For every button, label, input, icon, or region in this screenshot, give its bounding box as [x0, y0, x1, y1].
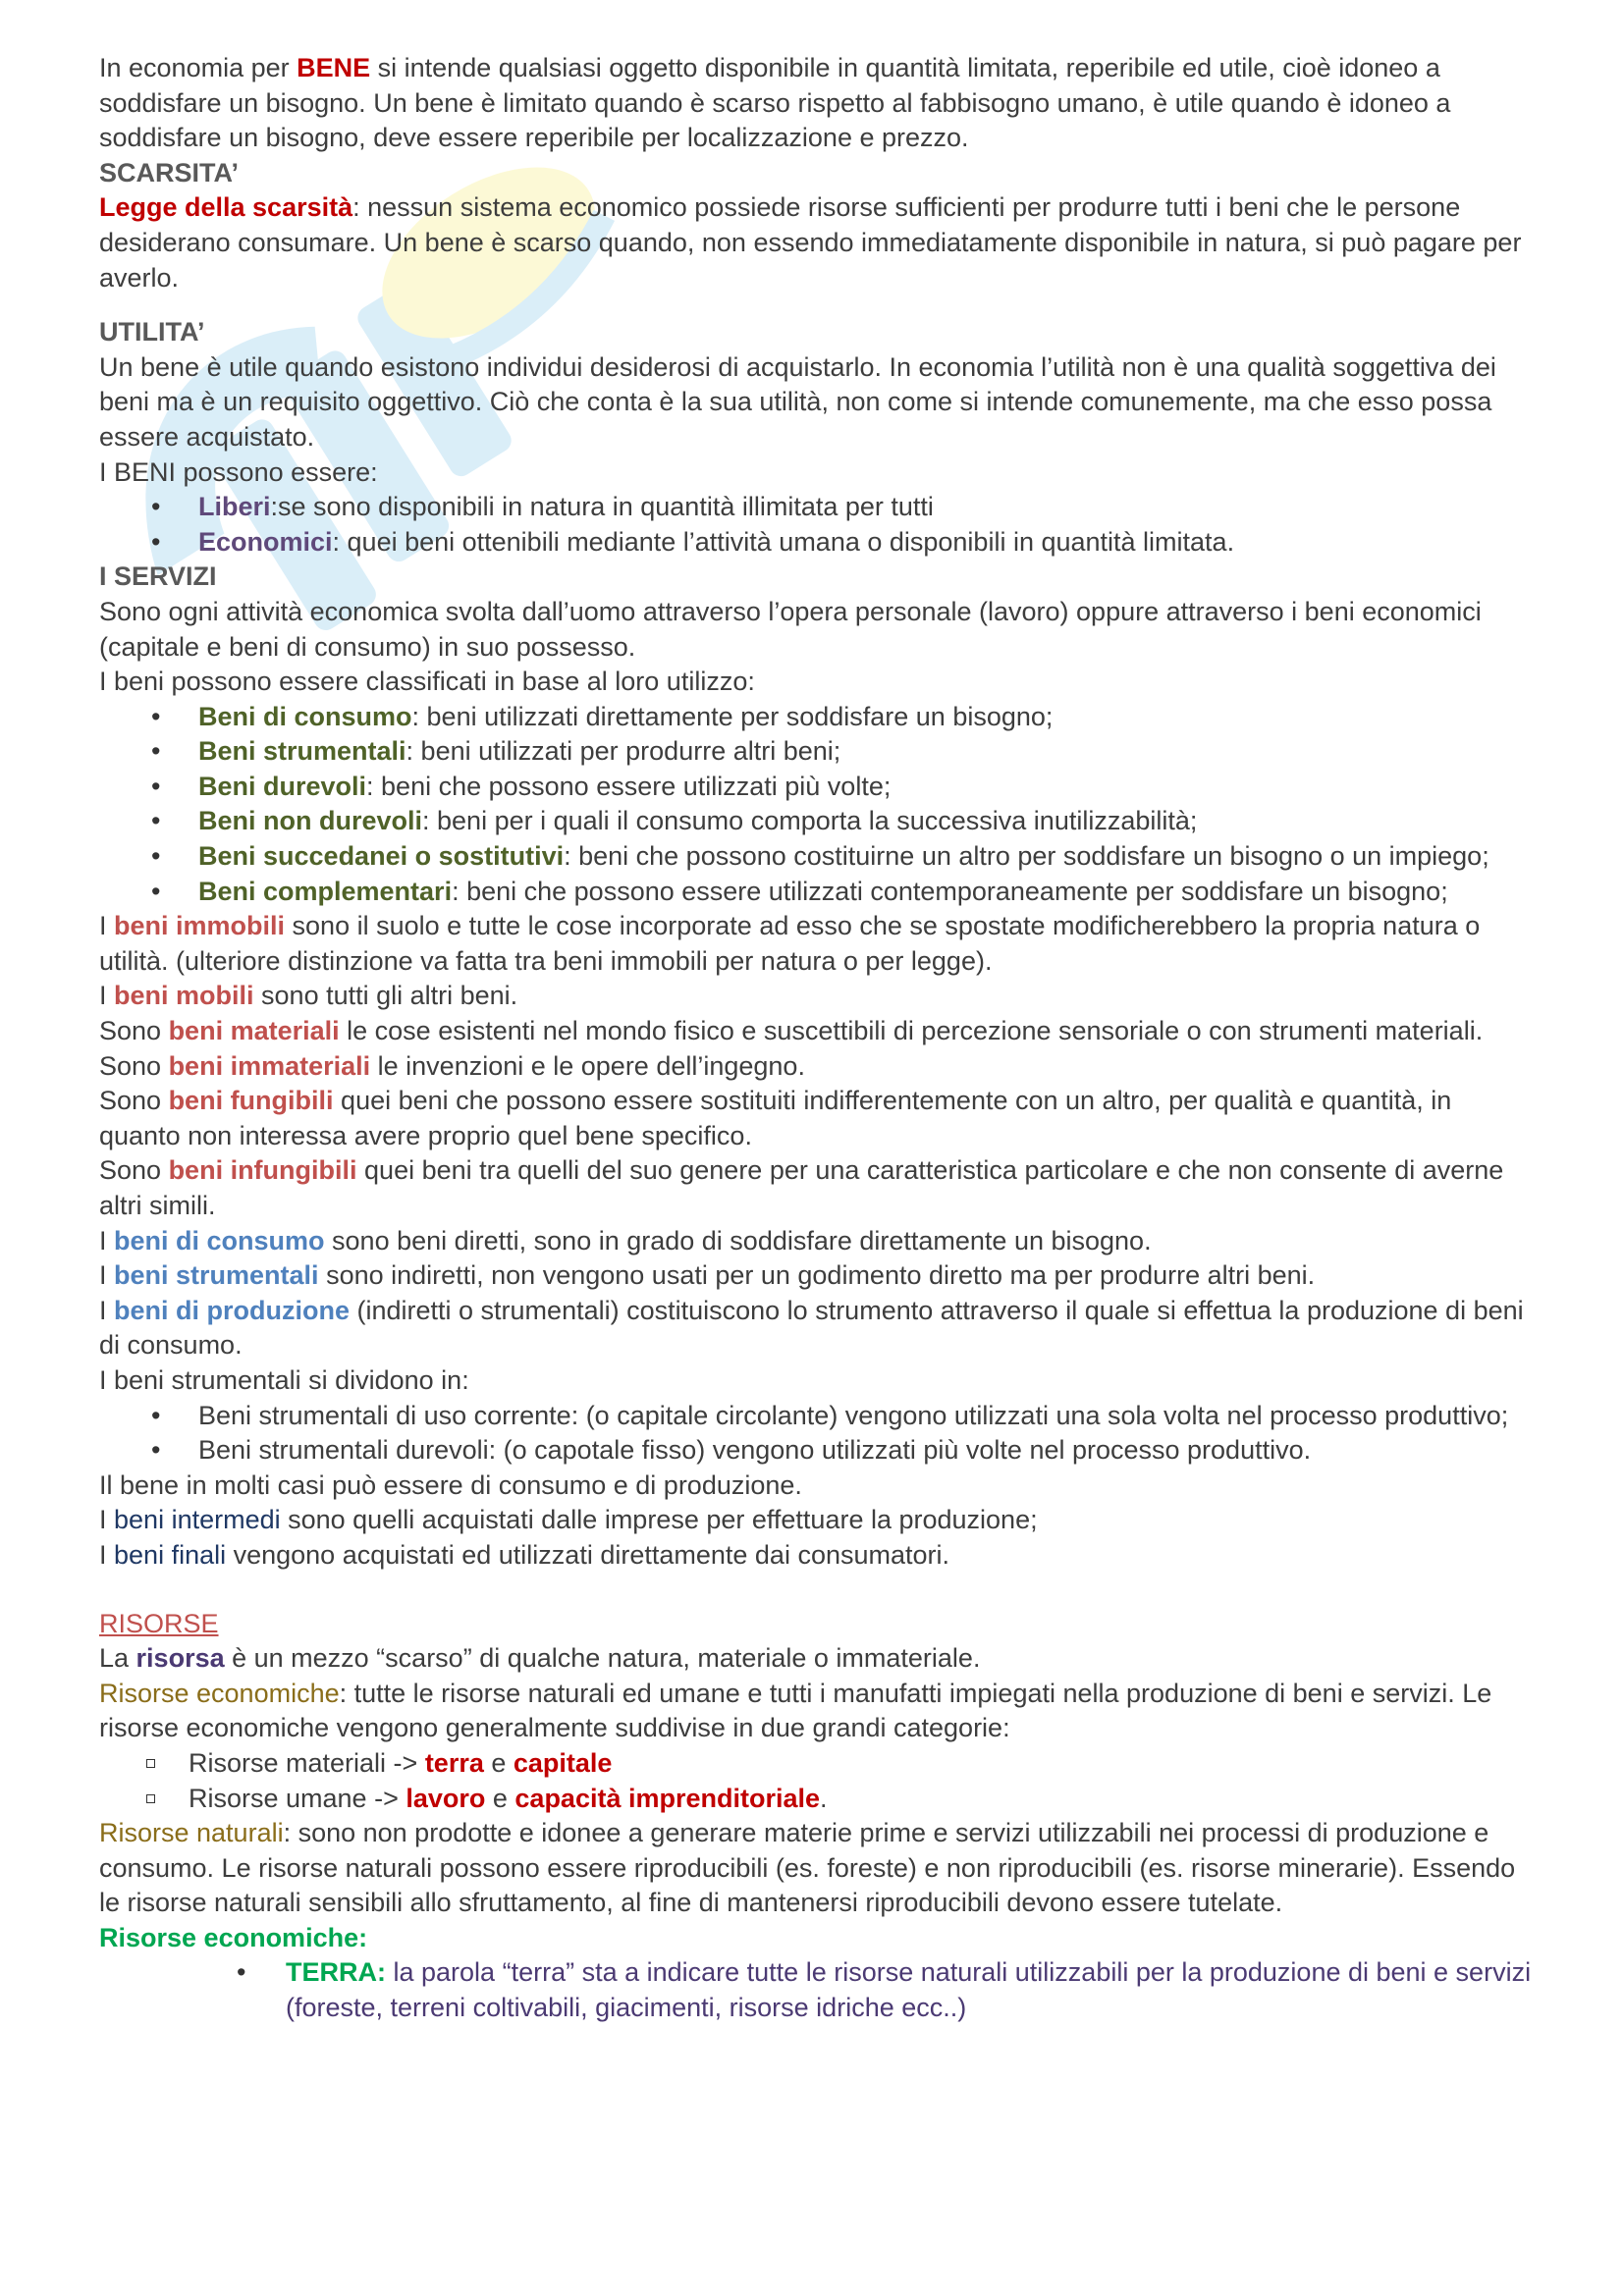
heading-risorse: RISORSE [99, 1608, 219, 1638]
heading-utilita: UTILITA’ [99, 317, 205, 347]
def-beni-infungibili: Sono beni infungibili quei beni tra quelli del suo genere per una caratteristica particolare e che non consente di averne altri simili. [99, 1155, 1504, 1220]
def-beni-produzione: I beni di produzione (indiretti o strumentali) costituiscono lo strumento attraverso il quale si effettua la produzione di beni di consumo. [99, 1295, 1524, 1361]
list-item: • Beni strumentali di uso corrente: (o capitale circolante) vengono utilizzati una sola volta nel processo produttivo; [99, 1399, 1535, 1434]
list-item: • Economici: quei beni ottenibili mediante l’attività umana o disponibili in quantità limitata. [99, 525, 1535, 561]
def-beni-consumo: I beni di consumo sono beni diretti, sono in grado di soddisfare direttamente un bisogno. [99, 1225, 1152, 1255]
paragraph-bene: In economia per BENE si intende qualsiasi oggetto disponibile in quantità limitata, reperibile ed utile, cioè idoneo a soddisfare un bisogno. Un bene è limitato quando è scarso rispetto al fabbisogno umano, è utile quando è idoneo a soddisfare un bisogno, deve essere reperibile per localizzazione e prezzo. [99, 53, 1451, 153]
list-item: • Liberi:se sono disponibili in natura in quantità illimitata per tutti [99, 490, 1535, 525]
list-strumentali [99, 1399, 1535, 1468]
def-risorse-economiche: Risorse economiche: tutte le risorse naturali ed umane e tutti i manufatti impiegati nella produzione di beni e servizi. Le risorse economiche vengono generalmente suddivise in due grandi categorie: [99, 1678, 1492, 1743]
document-body [99, 51, 1535, 2026]
list-item: Risorse materiali -> terra e capitale [99, 1746, 1535, 1782]
term-legge-scarsita: Legge della scarsità [99, 192, 353, 223]
note-consumo-produzione: Il bene in molti casi può essere di consumo e di produzione. [99, 1469, 802, 1500]
list-item: • Beni durevoli: beni che possono essere utilizzati più volte; [99, 770, 1535, 805]
heading-servizi: I SERVIZI [99, 561, 217, 592]
term-bene: BENE [297, 53, 371, 82]
def-beni-finali: I beni finali vengono acquistati ed utilizzati direttamente dai consumatori. [99, 1539, 950, 1570]
heading-risorse-economiche: Risorse economiche: [99, 1922, 368, 1952]
def-beni-intermedi: I beni intermedi sono quelli acquistati dalle imprese per effettuare la produzione; [99, 1505, 1038, 1535]
list-risorse-economiche [99, 1955, 1535, 2025]
list-item: • TERRA: la parola “terra” sta a indicare tutte le risorse naturali utilizzabili per la produzione di beni e servizi (foreste, terreni coltivabili, giacimenti, risorse idriche ecc..) [99, 1955, 1535, 2025]
paragraph-scarsita: Legge della scarsità: nessun sistema economico possiede risorse sufficienti per produrre tutti i beni che le persone desiderano consumare. Un bene è scarso quando, non essendo immediatamente disponibile in natura, si può pagare per averlo. [99, 192, 1522, 293]
def-beni-strumentali: I beni strumentali sono indiretti, non vengono usati per un godimento diretto ma per produrre altri beni. [99, 1260, 1316, 1291]
heading-scarsita: SCARSITA’ [99, 157, 240, 187]
list-item: • Beni strumentali durevoli: (o capotale fisso) vengono utilizzati più volte nel processo produttivo. [99, 1433, 1535, 1468]
def-beni-immateriali: Sono beni immateriali le invenzioni e le opere dell’ingegno. [99, 1050, 805, 1081]
def-risorse-naturali: Risorse naturali: sono non prodotte e idonee a generare materie prime e servizi utilizzabili nei processi di produzione e consumo. Le risorse naturali possono essere riproducibili (es. foreste) e non riproducibili (es. risorse minerarie). Essendo le risorse naturali sensibili allo sfruttamento, al fine di mantenersi riproducibili devono essere tutelate. [99, 1818, 1516, 1918]
paragraph-servizi: Sono ogni attività economica svolta dall’uomo attraverso l’opera personale (lavoro) oppure attraverso i beni economici (capitale e beni di consumo) in suo possesso. [99, 596, 1482, 662]
def-beni-mobili: I beni mobili sono tutti gli altri beni. [99, 981, 518, 1011]
def-beni-materiali: Sono beni materiali le cose esistenti nel mondo fisico e suscettibili di percezione sensoriale o con strumenti materiali. [99, 1016, 1484, 1046]
list-item: • Beni complementari: beni che possono essere utilizzati contemporaneamente per soddisfare un bisogno; [99, 875, 1535, 910]
def-beni-fungibili: Sono beni fungibili quei beni che possono essere sostituiti indifferentemente con un altro, per qualità e quantità, in quanto non interessa avere proprio quel bene specifico. [99, 1086, 1452, 1150]
intro-strumentali: I beni strumentali si dividono in: [99, 1364, 469, 1395]
list-categorie-risorse [99, 1746, 1535, 1816]
list-item: Risorse umane -> lavoro e capacità imprenditoriale. [99, 1782, 1535, 1817]
intro-beni: I BENI possono essere: [99, 456, 378, 487]
def-beni-immobili: I beni immobili sono il suolo e tutte le cose incorporate ad esso che se spostate modificherebbero la propria natura o utilità. (ulteriore distinzione va fatta tra beni immobili per natura o per legge). [99, 911, 1481, 976]
list-item: • Beni di consumo: beni utilizzati direttamente per soddisfare un bisogno; [99, 700, 1535, 735]
def-risorsa: La risorsa è un mezzo “scarso” di qualche natura, materiale o immateriale. [99, 1643, 981, 1674]
list-item: • Beni succedanei o sostitutivi: beni che possono costituirne un altro per soddisfare un bisogno o un impiego; [99, 839, 1535, 875]
list-beni-tipi [99, 490, 1535, 560]
list-classificazione [99, 700, 1535, 910]
list-item: • Beni non durevoli: beni per i quali il consumo comporta la successiva inutilizzabilità; [99, 804, 1535, 839]
list-item: • Beni strumentali: beni utilizzati per produrre altri beni; [99, 734, 1535, 770]
intro-classificazione: I beni possono essere classificati in base al loro utilizzo: [99, 667, 755, 697]
paragraph-utilita: Un bene è utile quando esistono individui desiderosi di acquistarlo. In economia l’utilità non è una qualità soggettiva dei beni ma è un requisito oggettivo. Ciò che conta è la sua utilità, non come si intende comunemente, ma che esso possa essere acquistato. [99, 351, 1496, 452]
